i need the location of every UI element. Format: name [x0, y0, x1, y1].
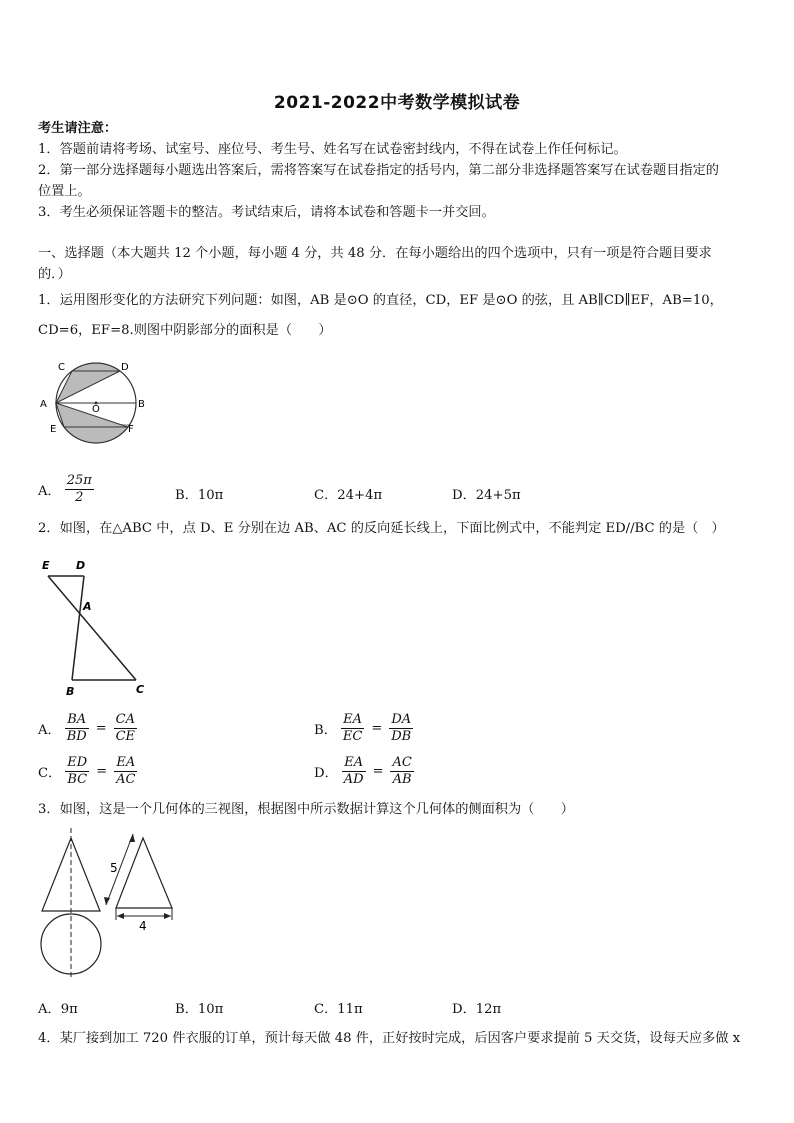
q3-label-slant: 5 — [110, 861, 118, 875]
q1-option-a[interactable]: A． $\frac{25\pi}{2}$ — [38, 473, 92, 505]
q1-label-c: C — [58, 362, 65, 373]
notice-item-2-cont: 位置上。 — [38, 184, 91, 199]
section-heading: 一、选择题（本大题共 12 个小题，每小题 4 分，共 48 分．在每小题给出的四个选项中，只有一项是符合题目要求 — [38, 246, 712, 261]
q2-option-d[interactable]: D． $\frac{EA}{AD}$ = $\frac{AC}{AB}$ — [314, 755, 412, 787]
q1-label-d: D — [121, 362, 129, 373]
q2-label-d: D — [76, 559, 86, 572]
q4-stem: 4．某厂接到加工 720 件衣服的订单，预计每天做 48 件，正好按时完成，后因客户要求提前 5 天交货，设每天应多做 x — [38, 1031, 741, 1046]
q2-label-e: E — [42, 559, 50, 572]
q1-option-b[interactable]: B．10π — [175, 488, 224, 503]
q1-option-a-fraction: $\frac{25\pi}{2}$ — [66, 473, 92, 505]
q2-label-b: B — [66, 685, 75, 698]
q2-label-a: A — [83, 600, 92, 613]
q2-option-a[interactable]: A． $\frac{BA}{BD}$ = $\frac{CA}{CE}$ — [38, 712, 136, 744]
notice-heading: 考生请注意： — [38, 121, 118, 136]
q2-option-c[interactable]: C． $\frac{ED}{BC}$ = $\frac{EA}{AC}$ — [38, 755, 136, 787]
q1-circle-figure — [36, 358, 156, 446]
q3-three-view-figure — [36, 828, 186, 992]
q3-option-c[interactable]: C．11π — [314, 1002, 363, 1017]
q1-option-c[interactable]: C．24+4π — [314, 488, 383, 503]
q2-stem: 2．如图，在△ABC 中，点 D、E 分别在边 AB、AC 的反向延长线上，下面比例式中，不能判定 ED//BC 的是（ ） — [38, 521, 725, 536]
notice-item-2: 2．第一部分选择题每小题选出答案后，需将答案写在试卷指定的括号内，第二部分非选择题答案写在试卷题目指定的 — [38, 163, 719, 178]
q1-stem: 1．运用图形变化的方法研究下列问题：如图，AB 是⊙O 的直径，CD，EF 是⊙O 的弦，且 AB∥CD∥EF，AB=10， — [38, 293, 723, 308]
q1-label-a: A — [40, 399, 47, 410]
q3-stem: 3．如图，这是一个几何体的三视图，根据图中所示数据计算这个几何体的侧面积为（ ） — [38, 802, 574, 817]
q1-label-e: E — [50, 424, 57, 435]
q3-label-base: 4 — [139, 919, 147, 933]
q1-stem-cont: CD=6，EF=8.则图中阴影部分的面积是（ ） — [38, 323, 332, 338]
q3-option-b[interactable]: B．10π — [175, 1002, 224, 1017]
q3-option-d[interactable]: D．12π — [452, 1002, 502, 1017]
q1-label-f: F — [128, 424, 134, 435]
notice-item-3: 3．考生必须保证答题卡的整洁。考试结束后，请将本试卷和答题卡一并交回。 — [38, 205, 495, 220]
q3-option-a[interactable]: A．9π — [38, 1002, 78, 1017]
q1-label-b: B — [138, 399, 145, 410]
page-title: 2021-2022中考数学模拟试卷 — [273, 93, 521, 113]
q2-label-c: C — [136, 683, 145, 696]
q1-label-o: O — [92, 404, 100, 415]
q1-option-d[interactable]: D．24+5π — [452, 488, 521, 503]
q2-option-b[interactable]: B． $\frac{EA}{EC}$ = $\frac{DA}{DB}$ — [314, 712, 412, 744]
notice-item-1: 1．答题前请将考场、试室号、座位号、考生号、姓名写在试卷密封线内，不得在试卷上作任何标记。 — [38, 142, 627, 157]
q2-triangle-figure — [36, 556, 156, 698]
section-heading-cont: 的．） — [38, 267, 71, 282]
